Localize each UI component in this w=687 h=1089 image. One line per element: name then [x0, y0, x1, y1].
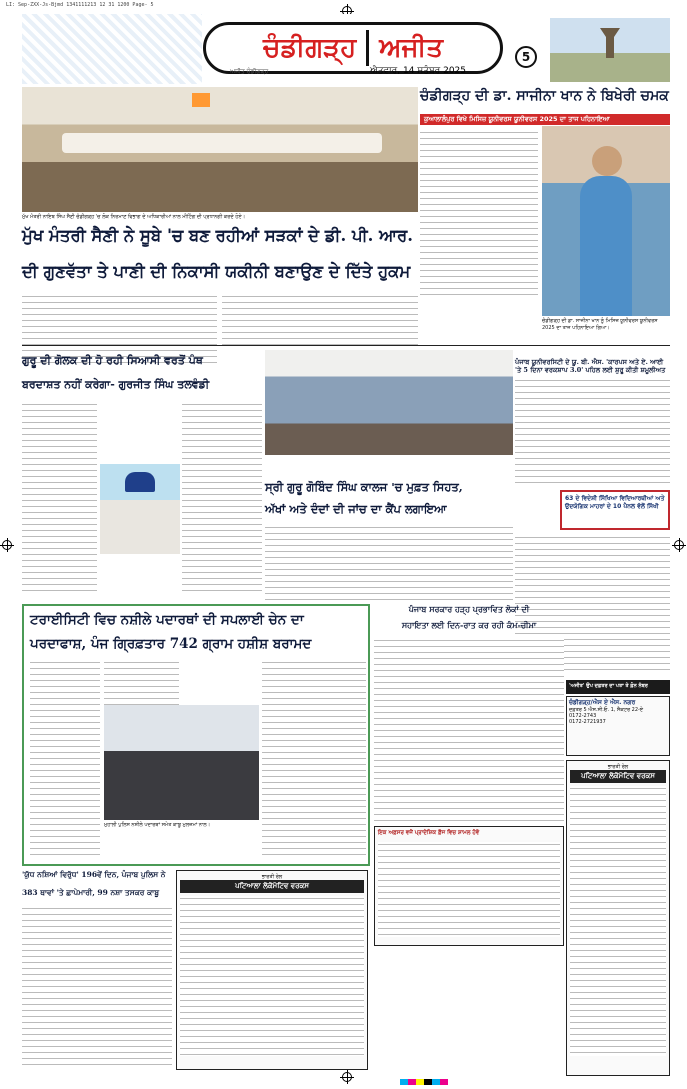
golak-headline-line2: ਬਰਦਾਸ਼ਤ ਨਹੀਂ ਕਰੇਗਾ- ਗੁਰਜੀਤ ਸਿੰਘ ਤਲਵੰਡੀ: [22, 378, 210, 391]
masthead-paper-name: ਅਜੀਤ: [379, 32, 444, 63]
gown: [580, 176, 632, 316]
college-group-photo: [265, 350, 513, 455]
bottom-ad-table: [180, 896, 364, 1056]
registration-mark-icon: [342, 1072, 352, 1082]
tricity-headline-line1: ਟਰਾਈਸਿਟੀ ਵਿਚ ਨਸ਼ੀਲੇ ਪਦਾਰਥਾਂ ਦੀ ਸਪਲਾਈ ਚੇਨ ਦਾ: [30, 612, 304, 628]
ajit-office-box: [566, 696, 670, 756]
operation-body: [22, 906, 172, 1070]
lead-body-col2: [222, 294, 418, 346]
miss-body: [420, 130, 538, 300]
masthead-date: ਐਤਵਾਰ, 14 ਸਤੰਬਰ 2025: [370, 66, 467, 76]
print-slug: LI: Sep-ZXX-Js-Bjmd 1341111213 12 31 1200 Page- 5: [6, 2, 154, 8]
masthead-photo-lake: [22, 14, 202, 84]
army-advertisement: [374, 826, 564, 946]
patiala-locomotive-ad: [566, 760, 670, 1076]
university-highlight-box: 63 ਦੇ ਵਿਦੇਸ਼ੀ ਸਿੱਖਿਆ ਵਿਦਿਆਰਥੀਆਂ ਅਤੇ ਉਦਯੋਗਿਕ ਮਾਹਰਾਂ ਦੇ 10 ਪੈਨਲ ਵੱਲੋਂ ਸਿੱਖੀ: [560, 490, 670, 530]
bottom-locomotive-ad: [176, 870, 368, 1070]
print-color-bar: [400, 1070, 448, 1089]
army-ad-title: ਇਕ ਅਫ਼ਸਰ ਵਜੋਂ ਪ੍ਰਾਦੇਸ਼ਿਕ ਫ਼ੌਜ ਵਿਚ ਸ਼ਾਮਲ ਹੋਵੋ: [378, 830, 480, 836]
lead-photo-meeting: [22, 87, 418, 212]
flood-headline-line1: ਪੰਜਾਬ ਸਰਕਾਰ ਹੜ੍ਹ ਪ੍ਰਭਾਵਿਤ ਲੋਕਾਂ ਦੀ: [408, 604, 530, 614]
tricity-body-col2: [104, 660, 179, 705]
office-title: ਚੰਡੀਗੜ੍ਹ/ਐਸ ਏ ਐਸ. ਨਗਰ: [569, 699, 636, 706]
office-address: ਦਫ਼ਤਰ 5 ਐਸ.ਸੀ.ਓ. 1, ਸੈਕਟਰ 22-ਏ: [569, 707, 644, 713]
miss-subhead: ਕੁਆਲਾਲੰਪੁਰ ਵਿਖੇ ਮਿਸਿਜ਼ ਯੂਨੀਵਰਸ ਯੂਨੀਵਰਸ 2025 ਦਾ ਤਾਜ ਪਹਿਨਾਇਆ: [420, 114, 670, 125]
golak-body-col1: [22, 402, 97, 592]
army-ad-body: [378, 842, 560, 937]
bottom-ad-subtitle: ਭਾਰਤੀ ਰੇਲ: [261, 874, 283, 880]
university-body: [515, 378, 670, 488]
tricity-body-col3: [262, 660, 366, 860]
bottom-ad-title: ਪਟਿਆਲਾ ਲੋਕੋਮੋਟਿਵ ਵਰਕਸ: [180, 880, 364, 893]
tricity-body-col1: [30, 660, 100, 860]
right-ad-table: [570, 786, 666, 1056]
lead-photo-caption: ਮੁੱਖ ਮੰਤਰੀ ਨਾਇਬ ਸਿੰਘ ਸੈਣੀ ਚੰਡੀਗੜ੍ਹ 'ਚ ਲੋਕ ਨਿਰਮਾਣ ਵਿਭਾਗ ਦੇ ਅਧਿਕਾਰੀਆਂ ਨਾਲ ਮੀਟਿੰਗ ਦੀ ਪ੍ਰਧਾਨਗੀ ਕਰਦੇ ਹੋਏ।: [22, 214, 246, 220]
lead-headline-line1: ਮੁੱਖ ਮੰਤਰੀ ਸੈਣੀ ਨੇ ਸੂਬੇ 'ਚ ਬਣ ਰਹੀਆਂ ਸੜਕਾਂ ਦੇ ਡੀ. ਪੀ. ਆਰ.: [22, 226, 414, 245]
miss-photo: [542, 126, 670, 316]
right-ad-subtitle: ਭਾਰਤੀ ਰੇਲ: [607, 764, 629, 770]
turban: [125, 472, 155, 492]
golak-headline-line1: ਗੁਰੂ ਦੀ ਗੋਲਕ ਦੀ ਹੋ ਰਹੀ ਸਿਆਸੀ ਵਰਤੋਂ ਪੰਥ: [22, 354, 203, 367]
right-ad-header: ਪਟਿਆਲਾ ਲੋਕੋਮੋਟਿਵ ਵਰਕਸ: [570, 770, 666, 783]
flood-body: [374, 638, 564, 823]
tricity-photo-caption: ਮੁਹਾਲੀ ਪੁਲਿਸ ਨਸ਼ੀਲੇ ਪਦਾਰਥਾਂ ਸਮੇਤ ਕਾਬੂ ਮੁਲਜ਼ਮਾਂ ਨਾਲ।: [104, 822, 211, 828]
masthead-edition: ਅਜੀਤ ਚੰਡੀਗੜ੍ਹ: [230, 68, 269, 75]
office-fax: 0172-2721937: [569, 719, 606, 725]
lead-headline-line2: ਦੀ ਗੁਣਵੱਤਾ ਤੇ ਪਾਣੀ ਦੀ ਨਿਕਾਸੀ ਯਕੀਨੀ ਬਣਾਉਣ ਦੇ ਦਿੱਤੇ ਹੁਕਮ: [22, 262, 411, 281]
masthead-city: ਚੰਡੀਗੜ੍ਹ: [262, 32, 357, 63]
college-headline-line2: ਅੱਖਾਂ ਅਤੇ ਦੰਦਾਂ ਦੀ ਜਾਂਚ ਦਾ ਕੈਂਪ ਲਗਾਇਆ: [265, 502, 447, 516]
golak-photo: [100, 464, 180, 554]
registration-mark-icon: [674, 540, 684, 550]
miss-headline: ਚੰਡੀਗੜ੍ਹ ਦੀ ਡਾ. ਸਾਜੀਨਾ ਖਾਨ ਨੇ ਬਿਖੇਰੀ ਚਮਕ: [420, 88, 669, 104]
ajit-office-note: 'ਅਜੀਤ' ਉਪ ਦਫ਼ਤਰ ਦਾ ਪਤਾ ਤੇ ਫ਼ੋਨ ਨੰਬਰ: [566, 680, 670, 694]
miss-photo-caption: ਚੰਡੀਗੜ੍ਹ ਦੀ ਡਾ. ਸਾਜੀਨਾ ਖਾਨ ਨੂੰ ਮਿਸਿਜ਼ ਯੂਨੀਵਰਸ ਯੂਨੀਵਰਸ 2025 ਦਾ ਤਾਜ ਪਹਿਨਾਇਆ ਗਿਆ।: [542, 318, 658, 331]
operation-headline-line2: 383 ਥਾਵਾਂ 'ਤੇ ਛਾਪੇਮਾਰੀ, 99 ਨਸ਼ਾ ਤਸਕਰ ਕਾਬੂ: [22, 888, 160, 897]
registration-mark-icon: [2, 540, 12, 550]
operation-headline-line1: 'ਯੁੱਧ ਨਸ਼ਿਆਂ ਵਿਰੁੱਧ' 196ਵੇਂ ਦਿਨ, ਪੰਜਾਬ ਪੁਲਿਸ ਨੇ: [22, 870, 166, 879]
meeting-table: [62, 133, 382, 153]
person-face: [592, 146, 622, 176]
flag-icon: [192, 93, 210, 107]
college-body: [265, 525, 513, 600]
tricity-headline-line2: ਪਰਦਾਫਾਸ਼, ਪੰਜ ਗ੍ਰਿਫ਼ਤਾਰ 742 ਗ੍ਰਾਮ ਹਸ਼ੀਸ਼ ਬਰਾਮਦ: [30, 636, 312, 652]
page-number: 5: [515, 46, 537, 68]
flood-headline-line2: ਸਹਾਇਤਾ ਲਈ ਦਿਨ-ਰਾਤ ਕਰ ਰਹੀ ਕੰਮ-ਚੀਮਾ: [401, 620, 537, 630]
section-divider: [22, 345, 670, 346]
university-headline: ਪੰਜਾਬ ਯੂਨੀਵਰਸਿਟੀ ਦੇ ਯੂ. ਬੀ. ਐਸ. 'ਕਾਰਪਸ ਅਤੇ ਏ. ਆਈ 'ਤੇ 5 ਦਿਨਾ ਵਰਕਸ਼ਾਪ 3.0' ਪਹਿਲ ਲਈ ਸ਼ੁਰੂ ਕੀਤੀ ਸ਼ਮੂਲੀਅਤ: [515, 358, 666, 375]
masthead-divider: [366, 30, 369, 66]
office-phone: 0172-2743: [569, 713, 597, 719]
golak-body-col2: [182, 402, 262, 592]
tricity-photo: [104, 705, 259, 820]
college-headline-line1: ਸ੍ਰੀ ਗੁਰੂ ਗੋਬਿੰਦ ਸਿੰਘ ਕਾਲਜ 'ਚ ਮੁਫ਼ਤ ਸਿਹਤ,: [265, 480, 463, 494]
